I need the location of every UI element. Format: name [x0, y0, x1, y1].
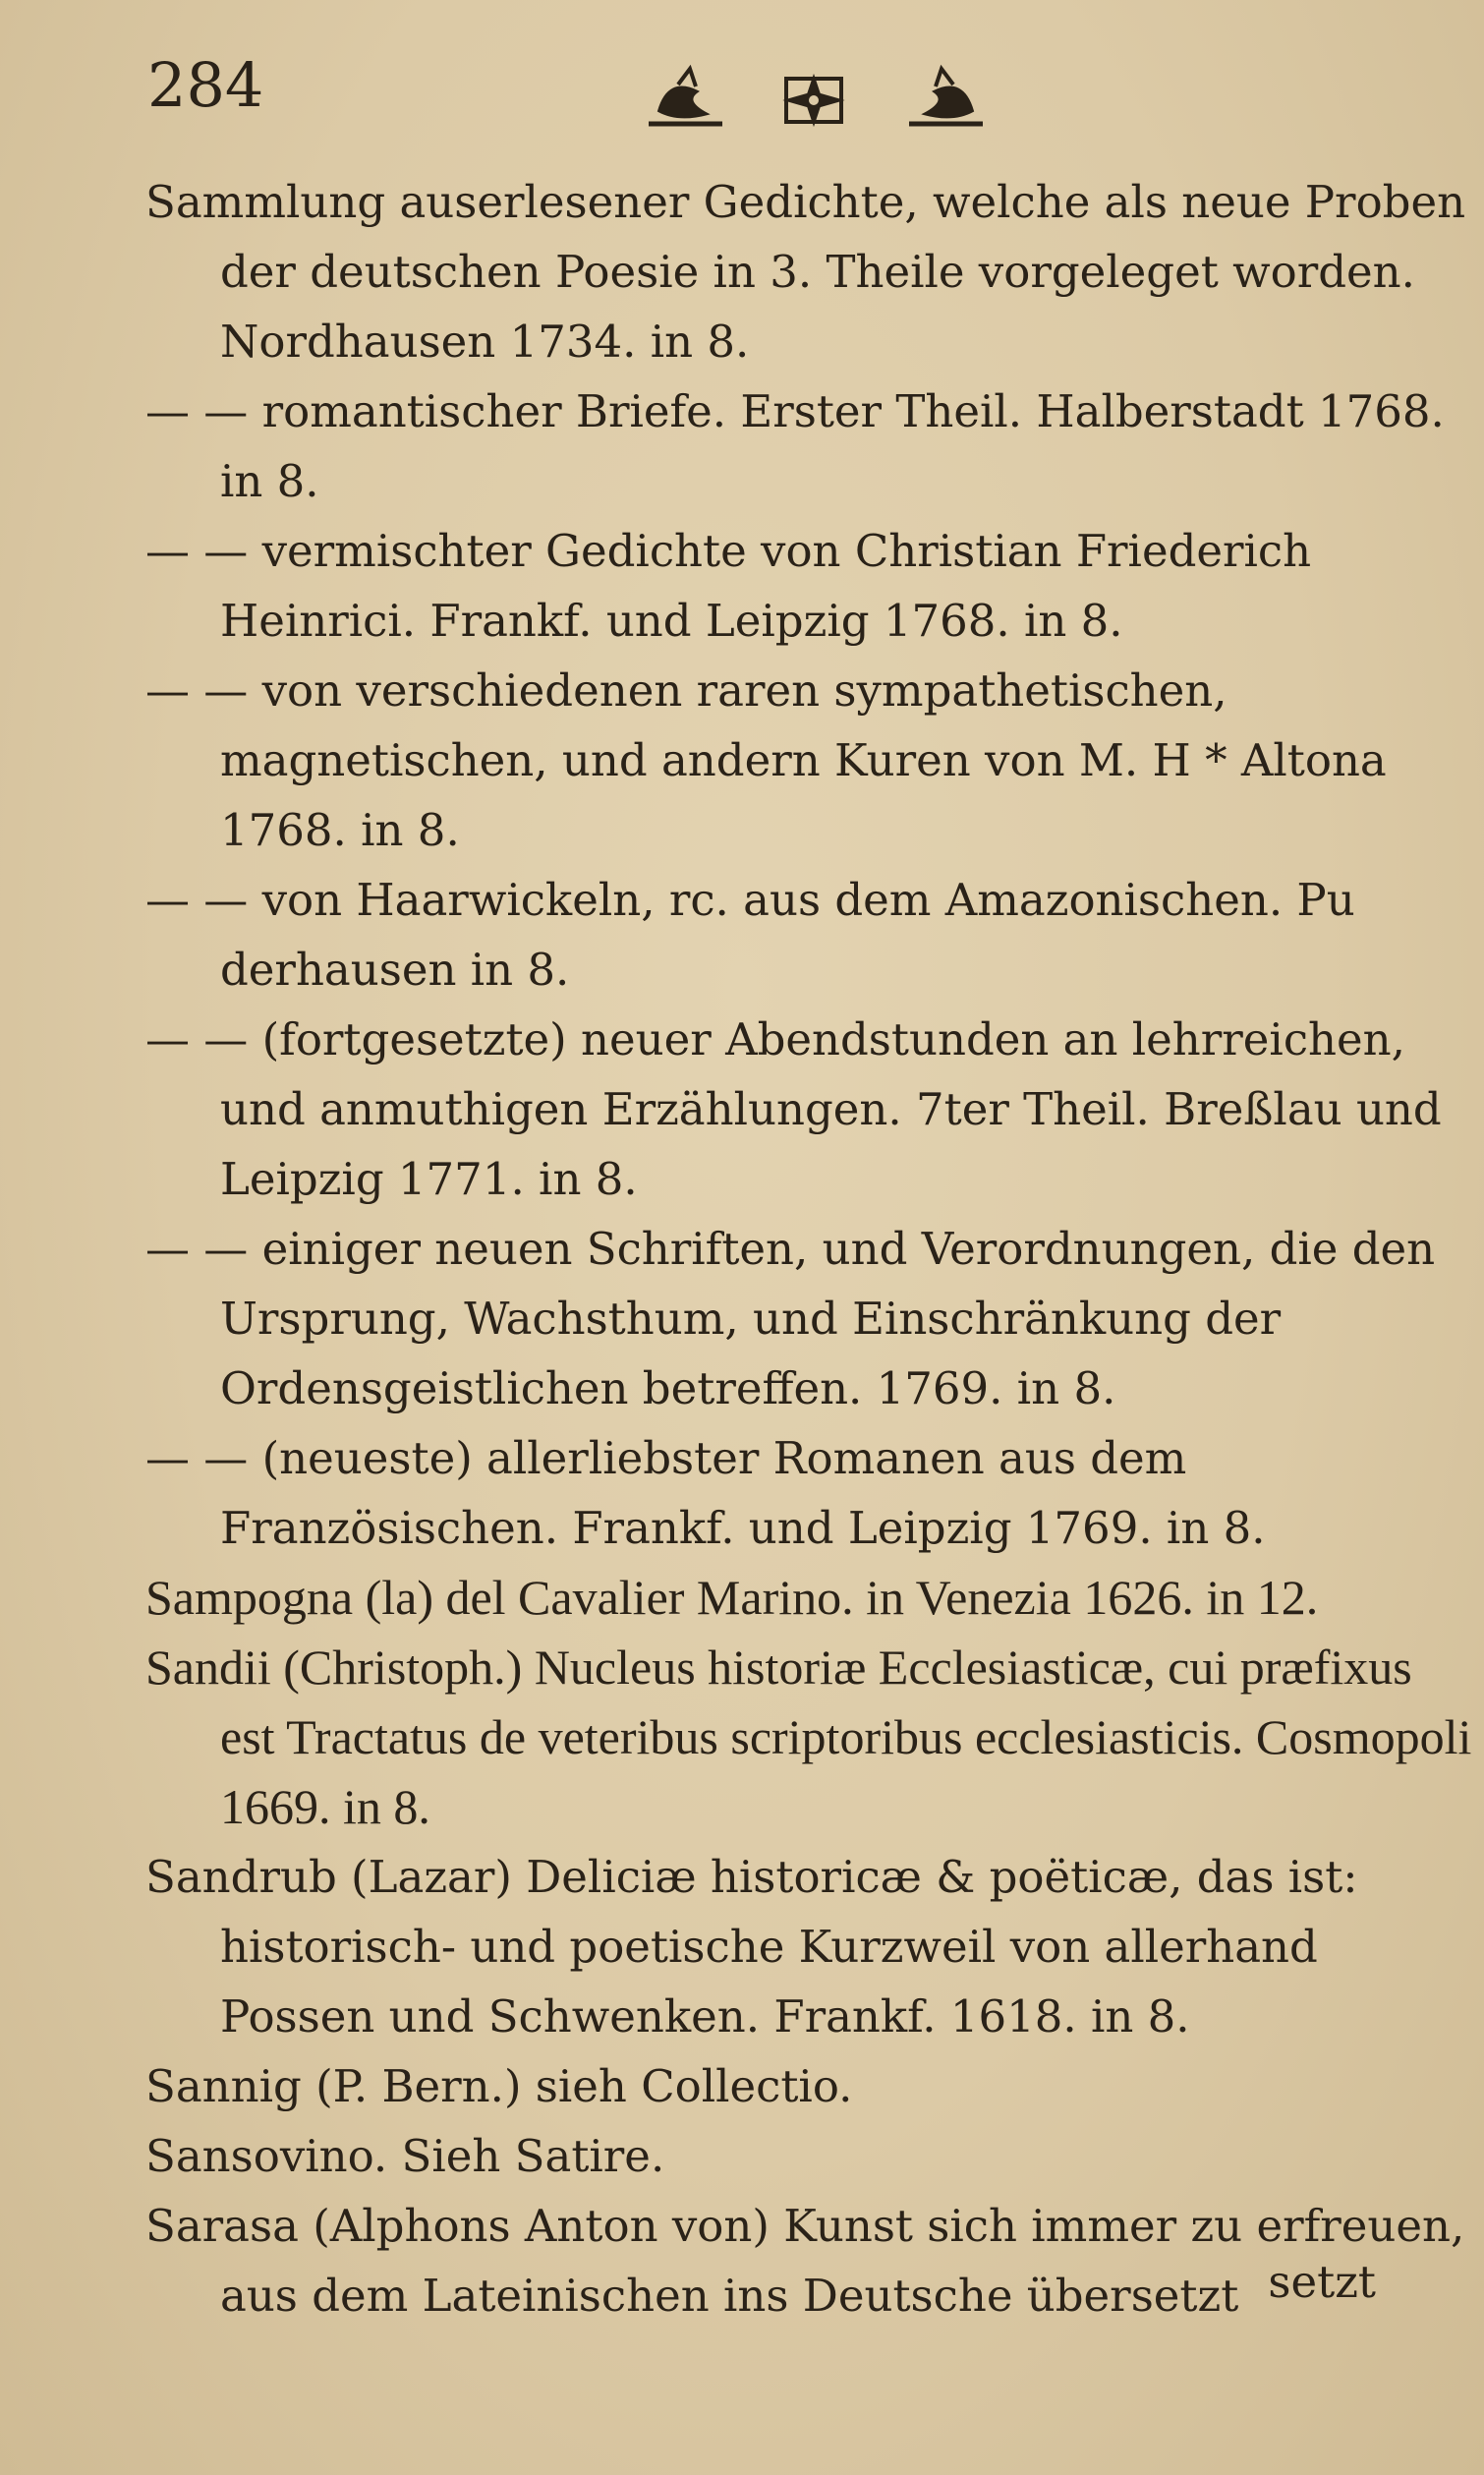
catchword: setzt — [1268, 2256, 1376, 2308]
bibliography-entry: Sansovino. Sieh Satire. — [145, 2130, 665, 2182]
bibliography-entry: Sandrub (Lazar) Deliciæ historicæ & poëticæ, das ist: historisch- und poetische Kurzweil von allerhand Possen und Schwenken. Frankf. 1618. in 8. — [145, 1851, 1358, 2043]
bibliography-entry: — — romantischer Briefe. Erster Theil. Halberstadt 1768. in 8. — [145, 385, 1445, 507]
header-ornament-icon — [639, 57, 993, 136]
bibliography-entries — [145, 167, 1472, 2331]
bibliography-entry: — — vermischter Gedichte von Christian Friederich Heinrici. Frankf. und Leipzig 1768. in 8. — [145, 525, 1312, 647]
bibliography-entry: — — von verschiedenen raren sympathetischen, magnetischen, und andern Kuren von M. H * Altona 1768. in 8. — [145, 664, 1387, 856]
page-number: 284 — [147, 49, 264, 121]
bibliography-entry: Sammlung auserlesener Gedichte, welche als neue Proben der deutschen Poesie in 3. Theile vorgeleget worden. Nordhausen 1734. in 8. — [145, 176, 1466, 368]
bibliography-entry: Sampogna (la) del Cavalier Marino. in Venezia 1626. in 12. — [145, 1570, 1319, 1625]
bibliography-entry: — — (neueste) allerliebster Romanen aus dem Französischen. Frankf. und Leipzig 1769. in 8. — [145, 1432, 1266, 1554]
page-header — [147, 39, 1356, 147]
bibliography-entry: — — (fortgesetzte) neuer Abendstunden an lehrreichen, und anmuthigen Erzählungen. 7ter Theil. Breßlau und Leipzig 1771. in 8. — [145, 1013, 1442, 1205]
bibliography-entry: — — von Haarwickeln, rc. aus dem Amazonischen. Pu derhausen in 8. — [145, 874, 1355, 996]
bibliography-entry: — — einiger neuen Schriften, und Verordnungen, die den Ursprung, Wachsthum, und Einschränkung der Ordensgeistlichen betreffen. 1769. in 8. — [145, 1223, 1436, 1414]
bibliography-entry: Sannig (P. Bern.) sieh Collectio. — [145, 2060, 853, 2112]
bibliography-entry: Sarasa (Alphons Anton von) Kunst sich immer zu erfreuen, aus dem Lateinischen ins Deutsche übersetzt — [145, 2200, 1465, 2322]
bibliography-entry: Sandii (Christoph.) Nucleus historiæ Ecclesiasticæ, cui præfixus est Tractatus de veteribus scriptoribus ecclesiasticis. Cosmopoli 1669. in 8. — [145, 1640, 1472, 1834]
